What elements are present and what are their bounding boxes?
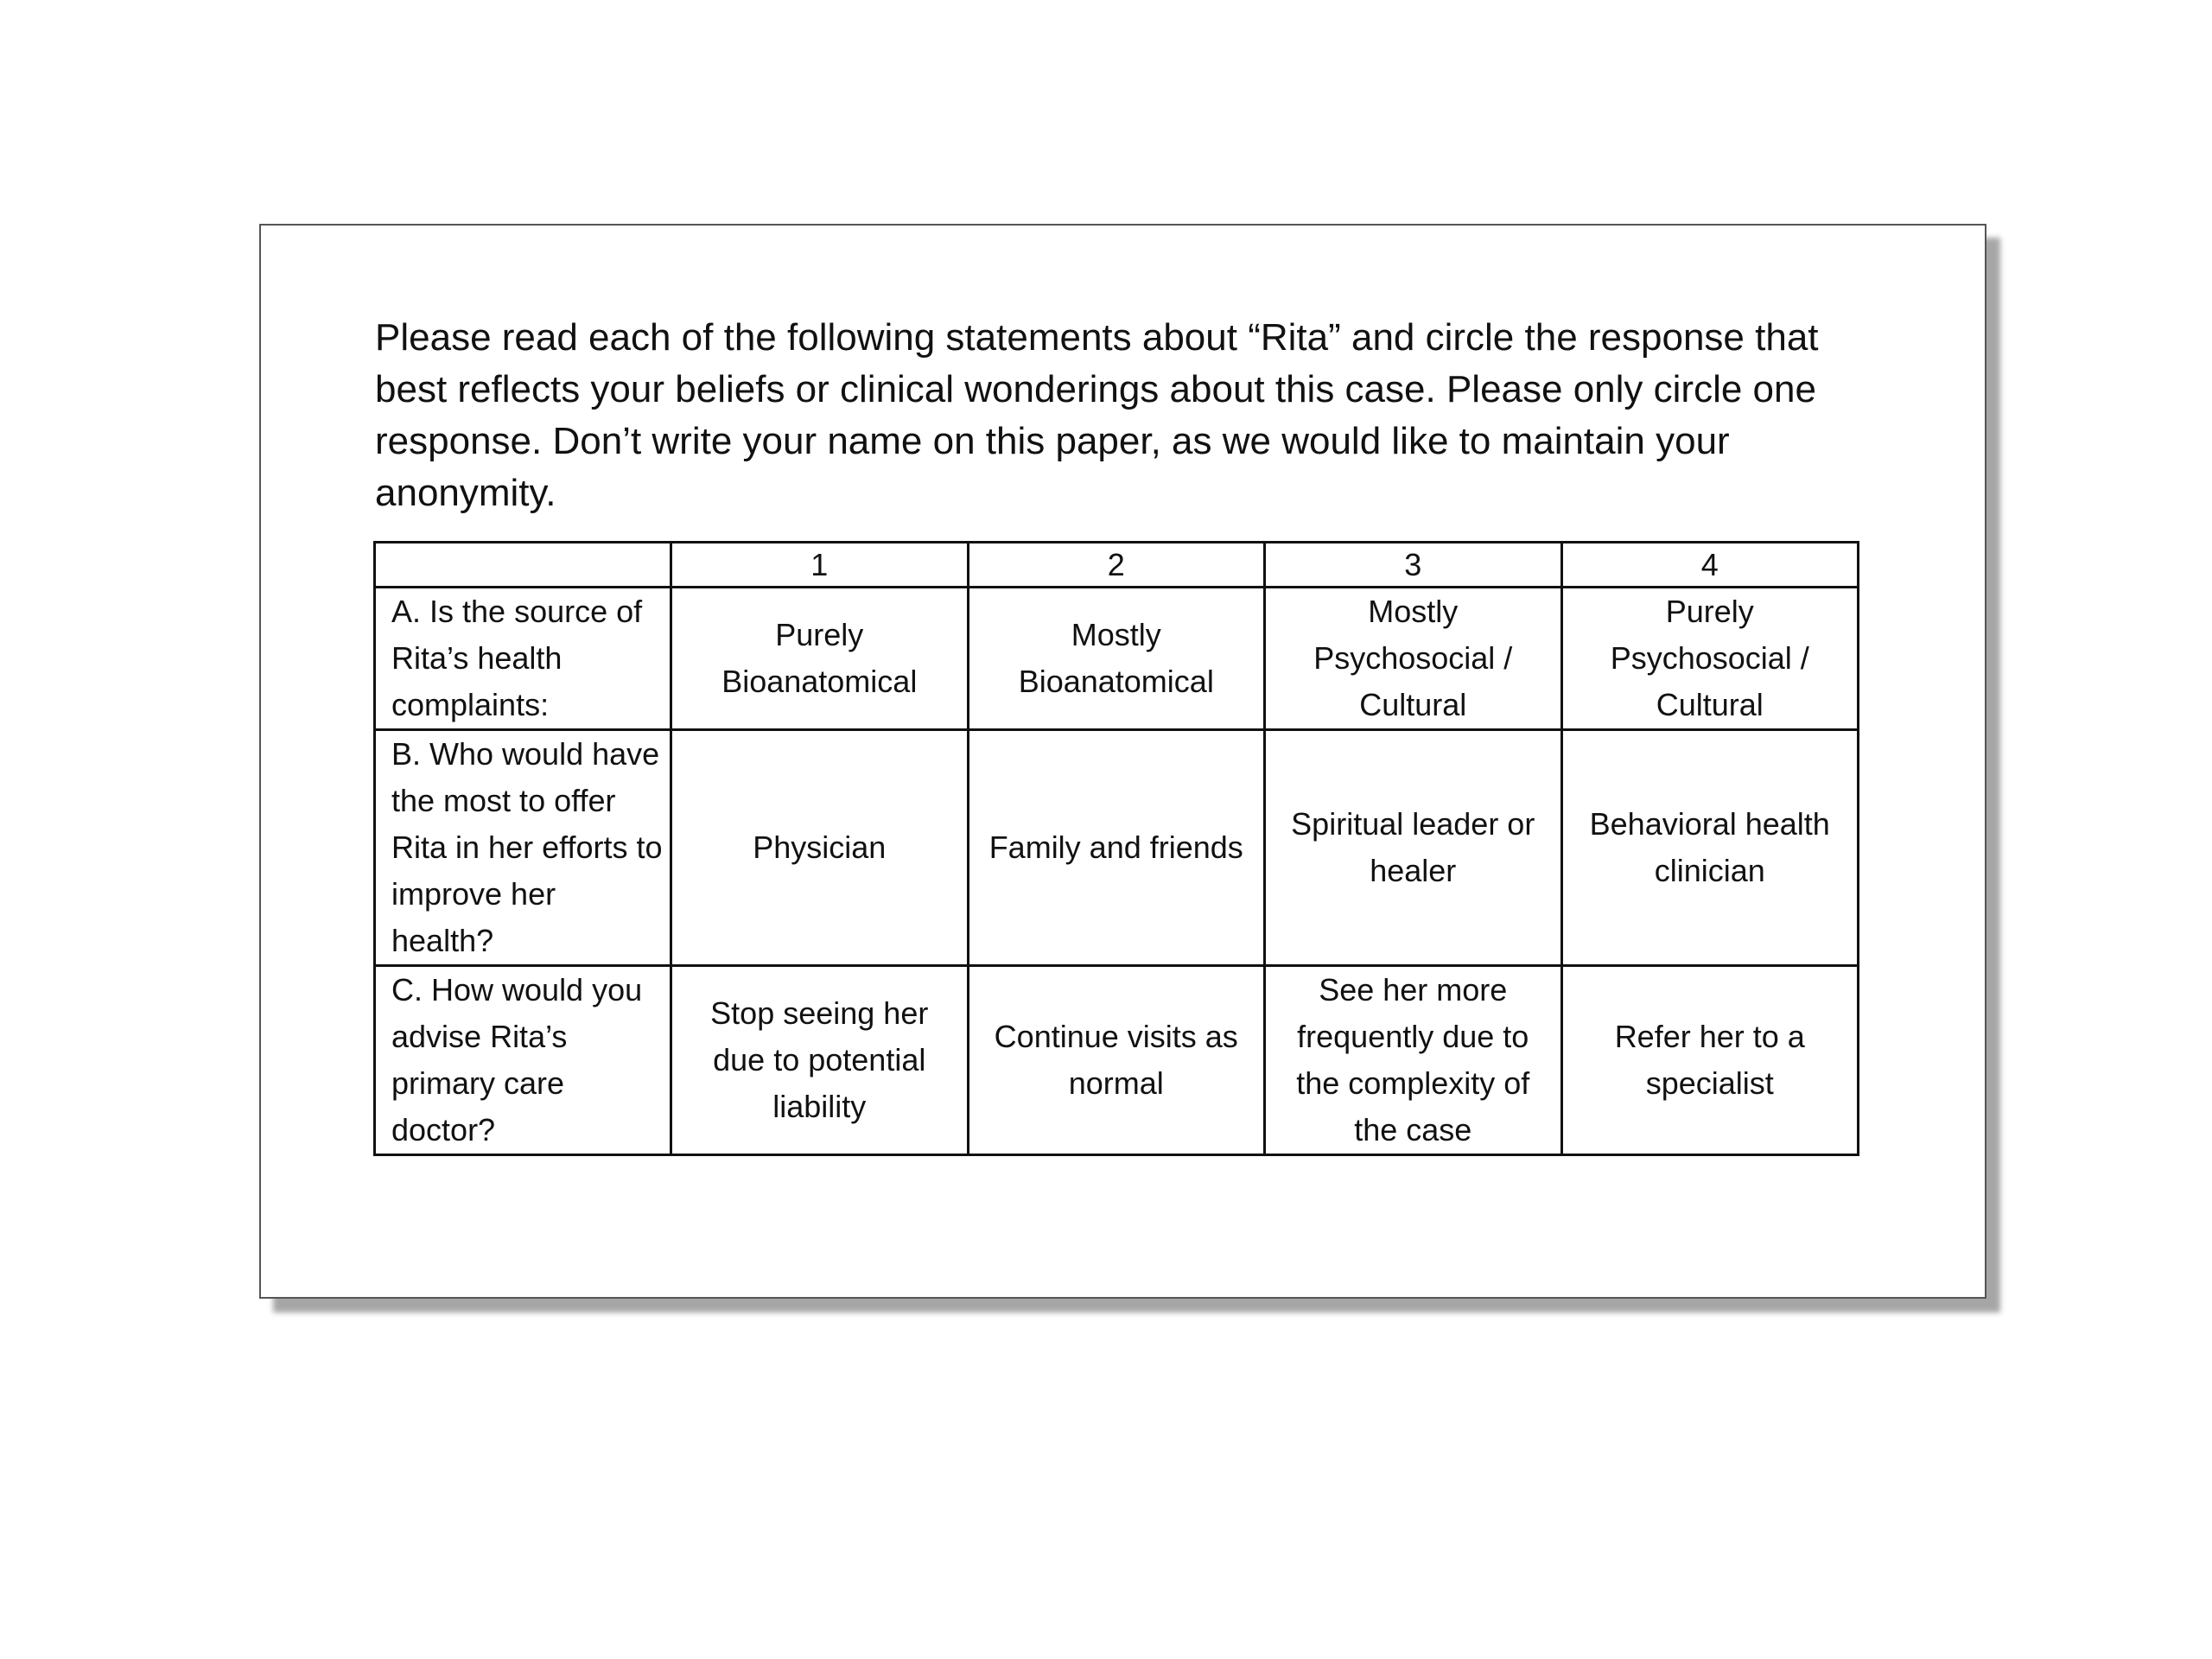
option-c-1[interactable]: Stop seeing her due to potential liability <box>671 966 969 1155</box>
question-b: B. Who would have the most to offer Rita in her efforts to improve her health? <box>375 730 671 966</box>
header-cell-1: 1 <box>671 543 969 588</box>
question-a: A. Is the source of Rita’s health complaints: <box>375 588 671 730</box>
table-row <box>375 966 1859 1155</box>
option-b-4[interactable]: Behavioral health clinician <box>1561 730 1859 966</box>
option-b-1[interactable]: Physician <box>671 730 969 966</box>
question-c: C. How would you advise Rita’s primary care doctor? <box>375 966 671 1155</box>
header-cell-2: 2 <box>968 543 1265 588</box>
option-c-3[interactable]: See her more frequently due to the complexity of the case <box>1265 966 1562 1155</box>
option-b-3[interactable]: Spiritual leader or healer <box>1265 730 1562 966</box>
table-row <box>375 730 1859 966</box>
option-a-3[interactable]: Mostly Psychosocial / Cultural <box>1265 588 1562 730</box>
header-cell-3: 3 <box>1265 543 1562 588</box>
instructions-text: Please read each of the following statements about “Rita” and circle the response that best reflects your beliefs or clinical wonderings about this case. Please only circle one response. Don’t write your name on this paper, as we would like to maintain your anonymity. <box>375 316 1819 514</box>
option-a-2[interactable]: Mostly Bioanatomical <box>968 588 1265 730</box>
option-a-4[interactable]: Purely Psychosocial / Cultural <box>1561 588 1859 730</box>
header-cell-blank <box>375 543 671 588</box>
option-a-1[interactable]: Purely Bioanatomical <box>671 588 969 730</box>
survey-table <box>373 541 1859 1156</box>
header-row <box>375 543 1859 588</box>
option-c-2[interactable]: Continue visits as normal <box>968 966 1265 1155</box>
option-c-4[interactable]: Refer her to a specialist <box>1561 966 1859 1155</box>
header-cell-4: 4 <box>1561 543 1859 588</box>
table-row <box>375 588 1859 730</box>
survey-card <box>259 224 1986 1299</box>
option-b-2[interactable]: Family and friends <box>968 730 1265 966</box>
